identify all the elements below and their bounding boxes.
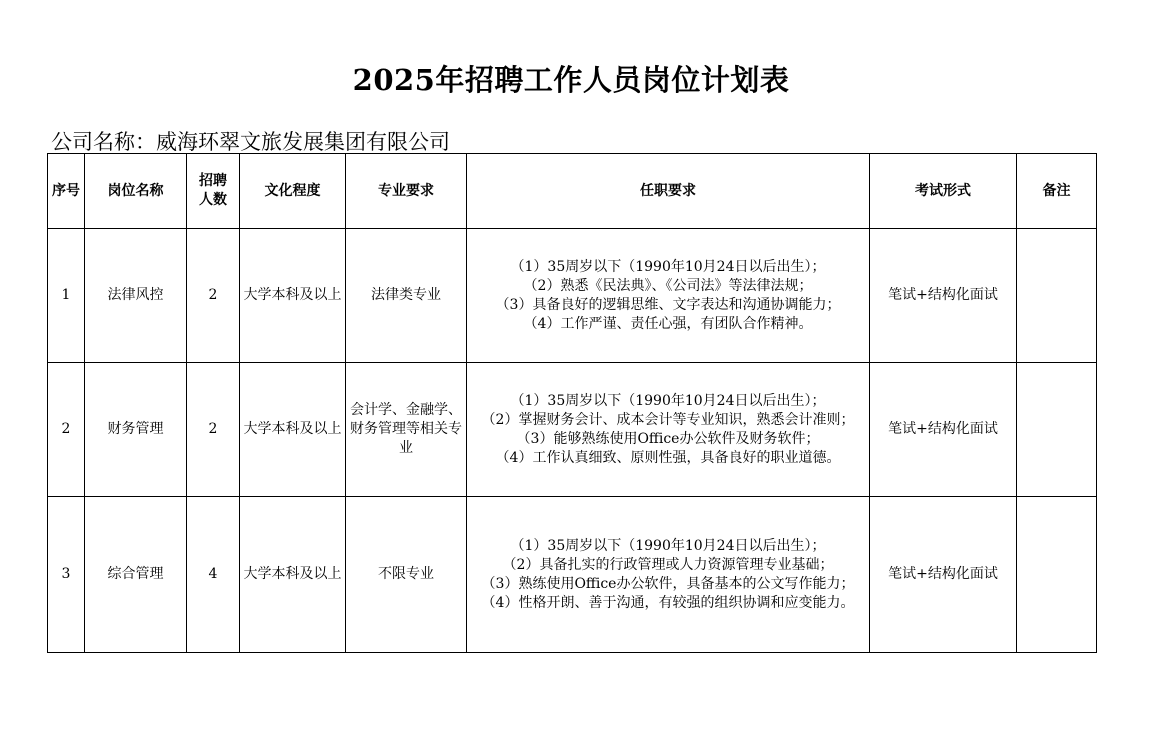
cell-position: 法律风控: [85, 229, 187, 363]
cell-count: 2: [187, 229, 240, 363]
header-count: [187, 154, 240, 229]
requirement-line: （4）工作严谨、责任心强，有团队合作精神。: [523, 315, 813, 332]
header-exam: 考试形式: [870, 154, 1017, 229]
requirement-line: （1）35周岁以下（1990年10月24日以后出生）；: [510, 392, 826, 409]
header-count-line2: 人数: [199, 192, 227, 208]
requirement-line: （1）35周岁以下（1990年10月24日以后出生）；: [510, 537, 826, 554]
table-row: [48, 497, 1097, 653]
header-count-line1: 招聘: [199, 173, 227, 189]
cell-seq: 1: [48, 229, 85, 363]
cell-remarks: [1017, 363, 1097, 497]
cell-remarks: [1017, 497, 1097, 653]
cell-exam: 笔试+结构化面试: [870, 229, 1017, 363]
cell-requirements: [467, 229, 870, 363]
header-requirements: 任职要求: [467, 154, 870, 229]
cell-seq: 2: [48, 363, 85, 497]
cell-major: 法律类专业: [346, 229, 467, 363]
cell-count: 2: [187, 363, 240, 497]
cell-education: 大学本科及以上: [240, 497, 346, 653]
requirement-line: （2）掌握财务会计、成本会计等专业知识，熟悉会计准则；: [481, 411, 855, 428]
requirement-line: （4）工作认真细致、原则性强，具备良好的职业道德。: [495, 449, 841, 466]
header-education: 文化程度: [240, 154, 346, 229]
requirement-line: （3）熟练使用Office办公软件，具备基本的公文写作能力；: [481, 575, 855, 592]
cell-education: 大学本科及以上: [240, 363, 346, 497]
cell-major: 会计学、金融学、财务管理等相关专业: [346, 363, 467, 497]
header-seq: 序号: [48, 154, 85, 229]
cell-major: 不限专业: [346, 497, 467, 653]
cell-count: 4: [187, 497, 240, 653]
recruitment-plan-table: [47, 153, 1097, 653]
cell-exam: 笔试+结构化面试: [870, 363, 1017, 497]
table-row: [48, 229, 1097, 363]
cell-requirements: [467, 497, 870, 653]
requirement-line: （1）35周岁以下（1990年10月24日以后出生）；: [510, 258, 826, 275]
page-title: 2025年招聘工作人员岗位计划表: [352, 63, 790, 97]
company-name: 公司名称：威海环翠文旅发展集团有限公司: [51, 130, 450, 154]
header-major: 专业要求: [346, 154, 467, 229]
cell-requirements: [467, 363, 870, 497]
table-row: [48, 363, 1097, 497]
requirement-line: （3）具备良好的逻辑思维、文字表达和沟通协调能力；: [495, 296, 841, 313]
requirement-line: （3）能够熟练使用Office办公软件及财务软件；: [516, 430, 820, 447]
cell-position: 财务管理: [85, 363, 187, 497]
cell-education: 大学本科及以上: [240, 229, 346, 363]
requirement-line: （4）性格开朗、善于沟通，有较强的组织协调和应变能力。: [481, 594, 855, 611]
requirement-line: （2）熟悉《民法典》、《公司法》等法律法规；: [523, 277, 813, 294]
cell-exam: 笔试+结构化面试: [870, 497, 1017, 653]
table-header-row: [48, 154, 1097, 229]
cell-remarks: [1017, 229, 1097, 363]
header-position: 岗位名称: [85, 154, 187, 229]
header-remarks: 备注: [1017, 154, 1097, 229]
cell-seq: 3: [48, 497, 85, 653]
requirement-line: （2）具备扎实的行政管理或人力资源管理专业基础；: [502, 556, 834, 573]
cell-position: 综合管理: [85, 497, 187, 653]
